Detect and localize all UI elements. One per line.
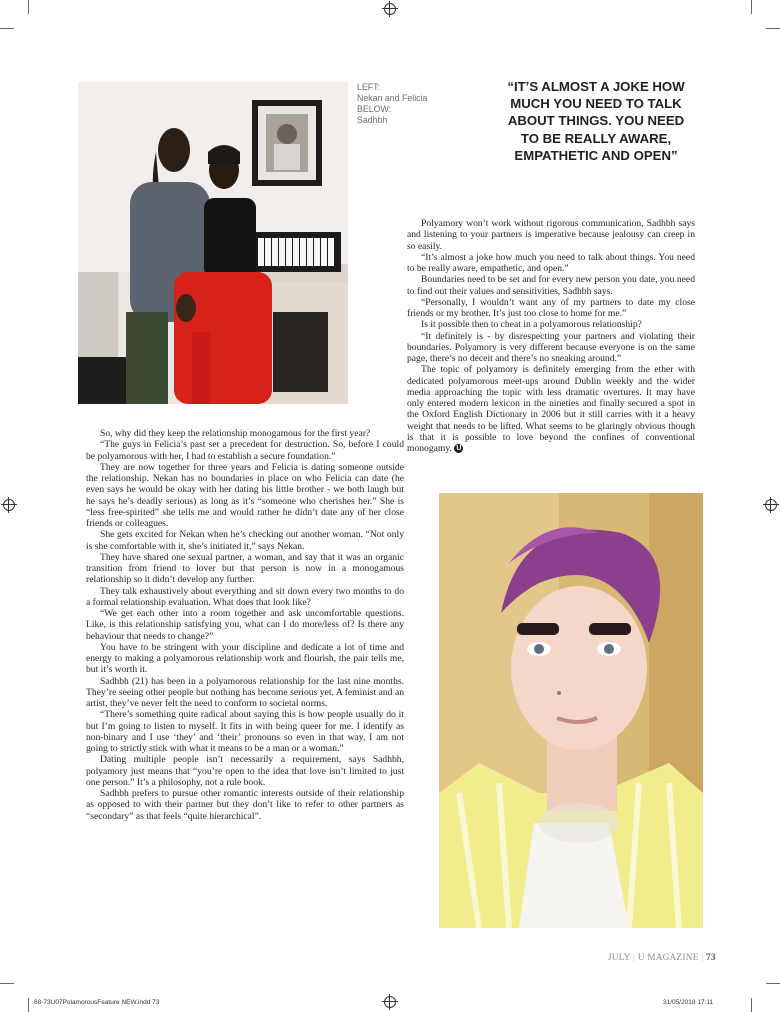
folio-separator: | [701,952,704,962]
registration-mark-icon [3,499,15,511]
paragraph: “The guys in Felicia’s past set a precedent for destruction. So, before I could be polyamorous with her, I had to establish a secure foundation.” [86,439,404,462]
pull-quote-line: ABOUT THINGS. YOU NEED [507,113,685,129]
paragraph: Sadhbh (21) has been in a polyamorous relationship for the last nine months. They’re seeing other people but nothing has become serious yet. A feminist and an artist, they’ve never felt the need to conform to societal norms. [86,675,404,709]
folio-separator: | [633,952,636,962]
page-number: 73 [706,952,716,962]
pull-quote-line: “IT’S ALMOST A JOKE HOW [507,79,685,94]
paragraph: “It’s almost a joke how much you need to talk about things. You need to be really aware, empathetic, and open.” [407,251,695,274]
paragraph: “Personally, I wouldn’t want any of my partners to date my close friends or my brother. It’s just too close to home for me.” [407,296,695,319]
pull-quote-line: TO BE REALLY AWARE, [520,130,672,146]
print-slug-file: 68-73U07PolamorousFeature NEW.indd 73 [34,999,160,1006]
article-column-left [86,428,404,822]
paragraph: Polyamory won’t work without rigorous communication, Sadhbh says and listening to your partners is imperative because jealousy can creep in so easily. [407,218,695,252]
photo-sadhbh [439,493,703,928]
crop-mark [0,28,14,29]
paragraph: Sadhbh prefers to pursue other romantic interests outside of their relationship as opposed to with their partner but they don’t like to refer to other partners as “secondary” as that feels “quite hierarchical”. [86,788,404,822]
photo-nekan-and-felicia [78,82,348,404]
caption-below-text: Sadhbh [357,115,388,125]
pull-quote [490,78,702,164]
crop-mark [751,0,752,14]
paragraph [407,364,695,454]
pull-quote-line: MUCH YOU NEED TO TALK [510,96,682,112]
pull-quote-line: EMPATHETIC AND OPEN” [514,147,678,163]
crop-mark [766,983,780,984]
paragraph: She gets excited for Nekan when he’s checking out another woman. “Not only is she comfortable with it, she’s initiated it,” says Nekan. [86,529,404,552]
photo-caption [357,82,447,126]
paragraph: Boundaries need to be set and for every new person you date, you need to find out their values and sensitivities, Sadhbh says. [407,274,695,297]
paragraph: They talk exhaustively about everything and sit down every two months to do a formal relationship evaluation. What does that look like? [86,585,404,608]
paragraph: Is it possible then to cheat in a polyamorous relationship? [421,319,642,331]
folio-magazine: U MAGAZINE [637,952,699,962]
crop-mark [28,0,29,14]
paragraph-text: The topic of polyamory is definitely emerging from the ether with dedicated polyamorous meet-ups around Dublin weekly and the wider media approaching the topic with less dramatic overtures. It may have only entered modern lexicon in the nineties and finally secured a spot in the Oxford English Dictionary in 2006 but it still carries with it a heavy weight that needs to be lifted. What seems to be glaringly obvious though is that it is possible to love beyond the confines of conventional monogamy. [407,364,695,454]
paragraph: “We get each other into a room together and ask uncomfortable questions. Like, is this relationship satisfying you, what can I do more/less of? Is there any behaviour that needs to change?” [86,608,404,642]
folio-month: JULY [608,952,631,962]
paragraph: “There’s something quite radical about saying this is how people usually do it but I’m going to listen to myself. It fits in with being queer for me. I identify as non-binary and I use ‘they’ and ‘their’ pronouns so even in that way, I am not going to strictly stick with what it means to be a man or a woman.” [86,709,404,754]
crop-mark [766,28,780,29]
caption-below-label: BELOW: [357,104,392,114]
caption-left-label: LEFT: [357,82,380,92]
print-slug-date: 31/05/2018 17:11 [663,999,714,1006]
crop-mark [0,983,14,984]
paragraph: “It definitely is - by disrespecting your partners and violating their boundaries. Polyamory is very different because everyone is on the same page, there’s no deceit and there’s no sneaking around.” [407,330,695,364]
paragraph: Dating multiple people isn’t necessarily a requirement, says Sadhbh, polyamory just means that “you’re open to the idea that love isn’t limited to just one person.” It’s a philosophy, not a rule book. [86,754,404,788]
page-folio [608,952,716,962]
paragraph: So, why did they keep the relationship monogamous for the first year? [100,428,371,439]
registration-mark-icon [765,499,777,511]
end-mark-icon: U [456,445,462,453]
crop-mark [28,998,29,1012]
registration-mark-icon [384,996,396,1008]
paragraph: They have shared one sexual partner, a woman, and say that it was an organic transition from friend to lover but that person is now in a monogamous relationship so it didn’t develop any further. [86,551,404,586]
caption-left-text: Nekan and Felicia [357,93,428,103]
registration-mark-icon [384,3,396,15]
article-column-right [407,218,695,454]
crop-mark [751,998,752,1012]
paragraph: You have to be stringent with your discipline and dedicate a lot of time and energy to making a polyamorous relationship work and flourish, the pair tells me, but it’s worth it. [86,641,404,676]
paragraph: They are now together for three years and Felicia is dating someone outside the relationship. Nekan has no boundaries in place on who Felicia can date (he even says he would be okay with her dating his little brother - we both laugh but he says he’s deadly serious) as long as it’s “someone who cherishes her.” She is “less free-spirited” she tells me and would rather he didn’t date any of her close friends or colleagues. [86,461,404,529]
